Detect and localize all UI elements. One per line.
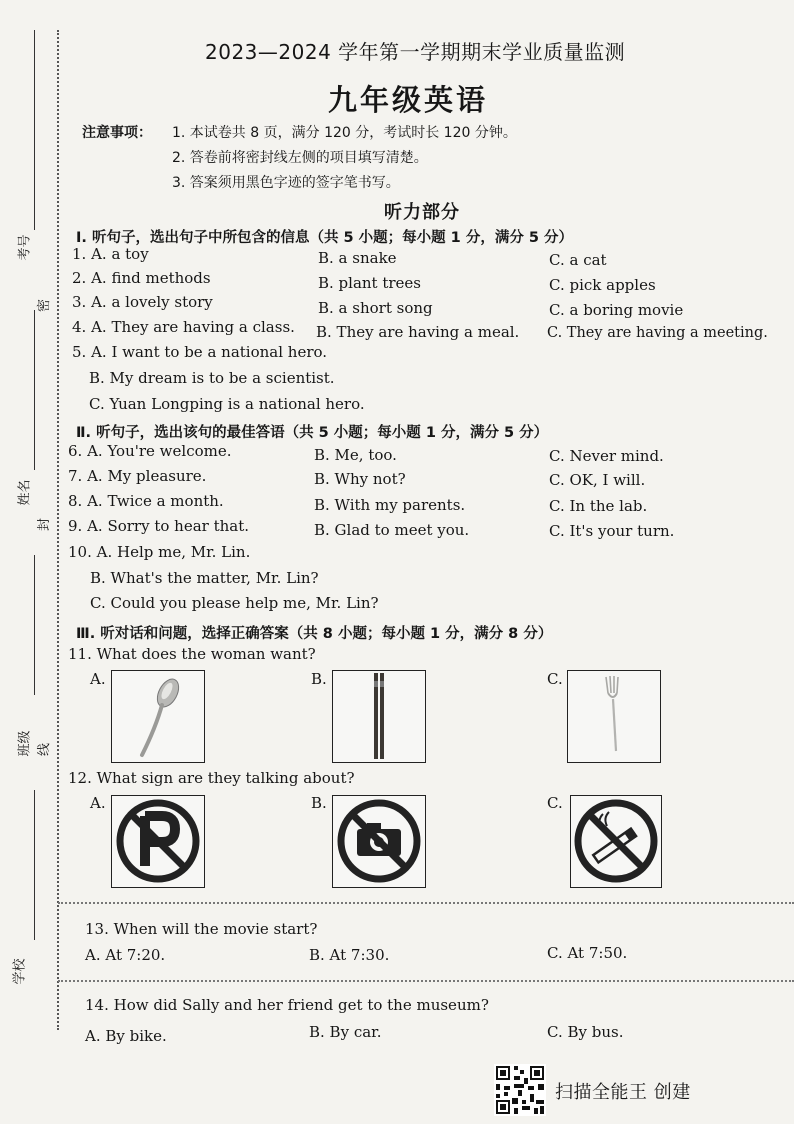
q5-option-a: 5. A. I want to be a national hero.: [72, 343, 328, 361]
field-line-banji: [34, 555, 35, 695]
q3-option-c: C. a boring movie: [549, 301, 684, 319]
side-label-banji: 班级: [17, 730, 33, 757]
no-photography-sign-icon: [332, 795, 426, 888]
q6-option-c: C. Never mind.: [549, 447, 664, 465]
q12-question: 12. What sign are they talking about?: [68, 769, 355, 787]
field-line-xingming: [34, 310, 35, 470]
q2-option-b: B. plant trees: [318, 274, 422, 292]
no-smoking-sign-icon: [570, 795, 662, 888]
q8-option-b: B. With my parents.: [314, 496, 466, 514]
section2-title: Ⅱ. 听句子，选出该句的最佳答语（共 5 小题；每小题 1 分，满分 5 分）: [76, 425, 549, 441]
q6-option-b: B. Me, too.: [314, 446, 397, 464]
notes-label: 注意事项：: [82, 125, 152, 141]
section3-title: Ⅲ. 听对话和问题，选择正确答案（共 8 小题；每小题 1 分，满分 8 分）: [76, 626, 553, 642]
part-title: 听力部分: [384, 202, 460, 223]
q2-option-a: 2. A. find methods: [72, 269, 211, 287]
dotted-separator: [58, 902, 794, 904]
q9-option-a: 9. A. Sorry to hear that.: [68, 517, 250, 535]
q10-option-a: 10. A. Help me, Mr. Lin.: [68, 543, 251, 561]
q9-option-b: B. Glad to meet you.: [314, 521, 470, 539]
q13-question: 13. When will the movie start?: [85, 920, 318, 938]
q13-option-c: C. At 7:50.: [547, 944, 628, 962]
q5-option-c: C. Yuan Longping is a national hero.: [89, 395, 365, 413]
q14-question: 14. How did Sally and her friend get to the museum?: [85, 996, 489, 1014]
q12-option-c-label: C.: [547, 794, 563, 812]
spoon-icon: [111, 670, 205, 763]
qr-code-icon: [494, 1064, 546, 1116]
binding-line: [57, 30, 59, 1030]
subject-title: 九年级英语: [328, 83, 489, 117]
q4-option-c: C. They are having a meeting.: [547, 325, 768, 341]
section1-title: Ⅰ. 听句子，选出句子中所包含的信息（共 5 小题；每小题 1 分，满分 5 分）: [76, 230, 574, 246]
q13-option-a: A. At 7:20.: [85, 946, 166, 964]
note-item: 3. 答案须用黑色字迹的签字笔书写。: [172, 175, 400, 191]
field-line-xuexiao: [34, 790, 35, 940]
note-item: 1. 本试卷共 8 页，满分 120 分，考试时长 120 分钟。: [172, 125, 517, 141]
q8-option-a: 8. A. Twice a month.: [68, 492, 224, 510]
q6-option-a: 6. A. You're welcome.: [68, 442, 232, 460]
q14-option-a: A. By bike.: [85, 1027, 167, 1045]
side-label-kaohao: 考号: [17, 234, 33, 261]
q7-option-a: 7. A. My pleasure.: [68, 467, 207, 485]
q14-option-b: B. By car.: [309, 1023, 382, 1041]
scanner-credit: 扫描全能王 创建: [555, 1082, 691, 1103]
q13-option-b: B. At 7:30.: [309, 946, 390, 964]
q5-option-b: B. My dream is to be a scientist.: [89, 369, 335, 387]
q11-option-a-label: A.: [90, 670, 106, 688]
q8-option-c: C. In the lab.: [549, 497, 648, 515]
side-label-feng: 封: [37, 517, 53, 532]
q10-option-b: B. What's the matter, Mr. Lin?: [90, 569, 319, 587]
q2-option-c: C. pick apples: [549, 276, 656, 294]
q11-option-c-label: C.: [547, 670, 563, 688]
q14-option-c: C. By bus.: [547, 1023, 624, 1041]
q10-option-c: C. Could you please help me, Mr. Lin?: [90, 594, 379, 612]
q4-option-a: 4. A. They are having a class.: [72, 318, 295, 336]
q9-option-c: C. It's your turn.: [549, 522, 675, 540]
q1-option-a: 1. A. a toy: [72, 245, 149, 263]
q11-question: 11. What does the woman want?: [68, 645, 316, 663]
q3-option-b: B. a short song: [318, 299, 433, 317]
q12-option-a-label: A.: [90, 794, 106, 812]
dotted-separator: [58, 980, 794, 982]
q7-option-b: B. Why not?: [314, 470, 406, 488]
q1-option-b: B. a snake: [318, 249, 397, 267]
no-parking-sign-icon: [111, 795, 205, 888]
side-label-mi: 密: [37, 298, 53, 313]
q12-option-b-label: B.: [311, 794, 327, 812]
q1-option-c: C. a cat: [549, 251, 607, 269]
side-label-xian: 线: [37, 742, 53, 757]
side-label-xingming: 姓名: [17, 479, 33, 506]
note-item: 2. 答卷前将密封线左侧的项目填写清楚。: [172, 150, 428, 166]
q4-option-b: B. They are having a meal.: [316, 323, 520, 341]
q3-option-a: 3. A. a lovely story: [72, 293, 213, 311]
side-label-xuexiao: 学校: [12, 958, 28, 985]
chopsticks-icon: [332, 670, 426, 763]
q11-option-b-label: B.: [311, 670, 327, 688]
fork-icon: [567, 670, 661, 763]
q7-option-c: C. OK, I will.: [549, 471, 646, 489]
field-line-kaohao: [34, 30, 35, 230]
exam-title: 2023—2024 学年第一学期期末学业质量监测: [205, 40, 626, 64]
